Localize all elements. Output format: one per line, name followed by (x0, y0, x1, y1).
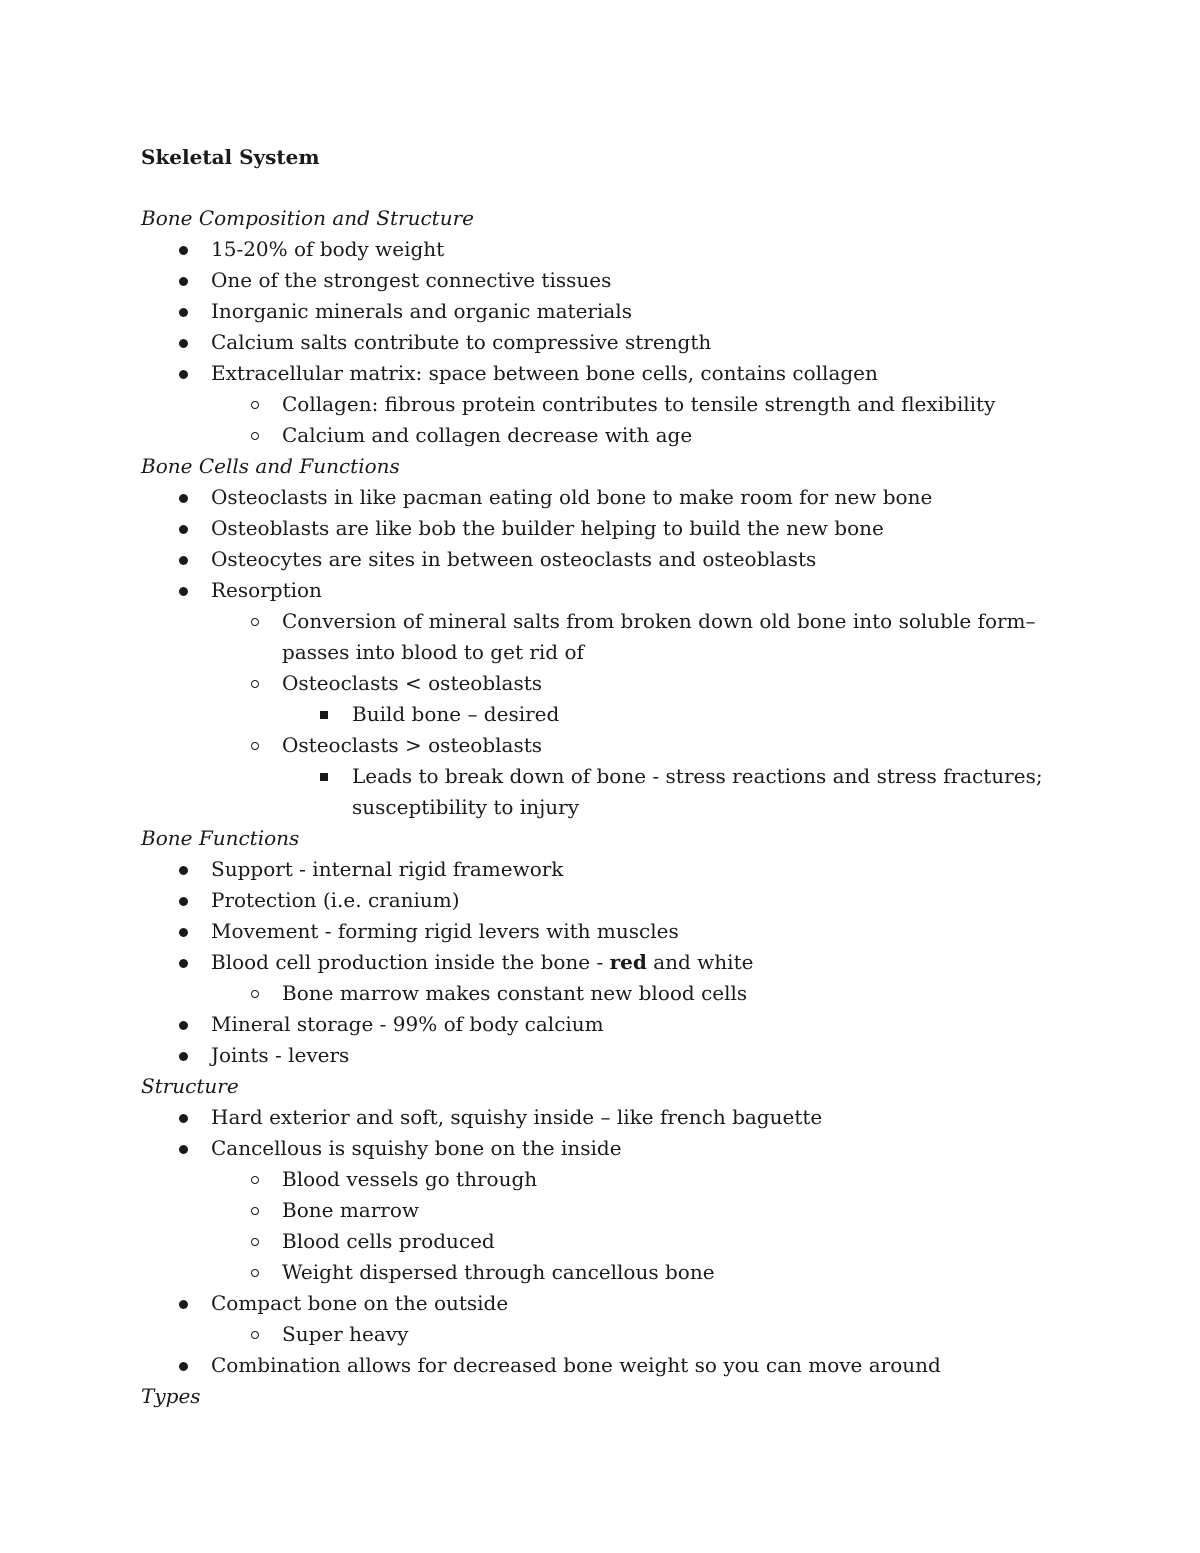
list-item: Compact bone on the outside (141, 1288, 1071, 1319)
list-item: Blood cell production inside the bone - red and white (141, 947, 1071, 978)
composition-sublist (141, 389, 1071, 451)
hollow-circle-bullet-icon (251, 1269, 259, 1277)
compact-sublist (141, 1319, 1071, 1350)
hollow-circle-bullet-icon (251, 401, 259, 409)
sub-list-item: Conversion of mineral salts from broken down old bone into soluble form–passes into blood to get rid of (141, 606, 1071, 668)
sub-list-item: Bone marrow (141, 1195, 1071, 1226)
osteoclasts-less-sublist (141, 699, 1071, 730)
list-item: Movement - forming rigid levers with muscles (141, 916, 1071, 947)
list-item: Resorption (141, 575, 1071, 606)
list-item: Joints - levers (141, 1040, 1071, 1071)
hollow-circle-bullet-icon (251, 742, 259, 750)
blood-cell-sublist (141, 978, 1071, 1009)
hollow-circle-bullet-icon (251, 1176, 259, 1184)
filled-circle-bullet-icon (179, 1145, 188, 1154)
sub-list-item: Osteoclasts > osteoblasts (141, 730, 1071, 761)
section-heading-cells: Bone Cells and Functions (141, 454, 400, 478)
sub-list-item: Calcium and collagen decrease with age (141, 420, 1071, 451)
list-item: Osteoblasts are like bob the builder helping to build the new bone (141, 513, 1071, 544)
functions-list-cont (141, 1009, 1071, 1071)
list-item: Hard exterior and soft, squishy inside – like french baguette (141, 1102, 1071, 1133)
sub-list-item: Super heavy (141, 1319, 1071, 1350)
hollow-circle-bullet-icon (251, 1238, 259, 1246)
resorption-sublist (141, 606, 1071, 699)
hollow-circle-bullet-icon (251, 990, 259, 998)
list-item: Osteocytes are sites in between osteoclasts and osteoblasts (141, 544, 1071, 575)
sub-list-item: Weight dispersed through cancellous bone (141, 1257, 1071, 1288)
hollow-circle-bullet-icon (251, 432, 259, 440)
functions-list (141, 854, 1071, 978)
section-heading-types: Types (141, 1384, 201, 1408)
filled-circle-bullet-icon (179, 494, 188, 503)
filled-circle-bullet-icon (179, 897, 188, 906)
hollow-circle-bullet-icon (251, 1207, 259, 1215)
filled-circle-bullet-icon (179, 1362, 188, 1371)
filled-circle-bullet-icon (179, 959, 188, 968)
structure-list (141, 1102, 1071, 1164)
square-bullet-icon (320, 773, 328, 781)
list-item: One of the strongest connective tissues (141, 265, 1071, 296)
list-item: Cancellous is squishy bone on the inside (141, 1133, 1071, 1164)
cells-list (141, 482, 1071, 606)
section-heading-functions: Bone Functions (141, 826, 300, 850)
osteoclasts-greater-sublist (141, 761, 1071, 823)
list-item: Protection (i.e. cranium) (141, 885, 1071, 916)
sub-list-item: Blood vessels go through (141, 1164, 1071, 1195)
sub-sub-list-item: Build bone – desired (141, 699, 1071, 730)
document-body (141, 203, 1071, 1412)
filled-circle-bullet-icon (179, 1114, 188, 1123)
filled-circle-bullet-icon (179, 556, 188, 565)
section-heading-composition: Bone Composition and Structure (141, 206, 474, 230)
structure-list-end (141, 1350, 1071, 1381)
filled-circle-bullet-icon (179, 308, 188, 317)
filled-circle-bullet-icon (179, 866, 188, 875)
hollow-circle-bullet-icon (251, 680, 259, 688)
list-item: Mineral storage - 99% of body calcium (141, 1009, 1071, 1040)
sub-sub-list-item: Leads to break down of bone - stress reactions and stress fractures; susceptibility to injury (141, 761, 1071, 823)
sub-list-item: Bone marrow makes constant new blood cells (141, 978, 1071, 1009)
page-title: Skeletal System (141, 145, 320, 169)
filled-circle-bullet-icon (179, 339, 188, 348)
list-item: 15-20% of body weight (141, 234, 1071, 265)
list-item: Support - internal rigid framework (141, 854, 1071, 885)
filled-circle-bullet-icon (179, 928, 188, 937)
sub-list-item: Collagen: fibrous protein contributes to tensile strength and flexibility (141, 389, 1071, 420)
composition-list (141, 234, 1071, 389)
section-heading-structure: Structure (141, 1074, 239, 1098)
square-bullet-icon (320, 711, 328, 719)
sub-list-item: Blood cells produced (141, 1226, 1071, 1257)
filled-circle-bullet-icon (179, 277, 188, 286)
filled-circle-bullet-icon (179, 587, 188, 596)
filled-circle-bullet-icon (179, 370, 188, 379)
list-item: Inorganic minerals and organic materials (141, 296, 1071, 327)
filled-circle-bullet-icon (179, 246, 188, 255)
cancellous-sublist (141, 1164, 1071, 1288)
sub-list-item: Osteoclasts < osteoblasts (141, 668, 1071, 699)
filled-circle-bullet-icon (179, 525, 188, 534)
list-item: Combination allows for decreased bone weight so you can move around (141, 1350, 1071, 1381)
hollow-circle-bullet-icon (251, 1331, 259, 1339)
emphasis-red: red (609, 950, 647, 974)
list-item: Extracellular matrix: space between bone cells, contains collagen (141, 358, 1071, 389)
list-item: Osteoclasts in like pacman eating old bone to make room for new bone (141, 482, 1071, 513)
filled-circle-bullet-icon (179, 1300, 188, 1309)
filled-circle-bullet-icon (179, 1021, 188, 1030)
filled-circle-bullet-icon (179, 1052, 188, 1061)
structure-list-cont (141, 1288, 1071, 1319)
resorption-sublist-cont (141, 730, 1071, 761)
list-item: Calcium salts contribute to compressive strength (141, 327, 1071, 358)
hollow-circle-bullet-icon (251, 618, 259, 626)
